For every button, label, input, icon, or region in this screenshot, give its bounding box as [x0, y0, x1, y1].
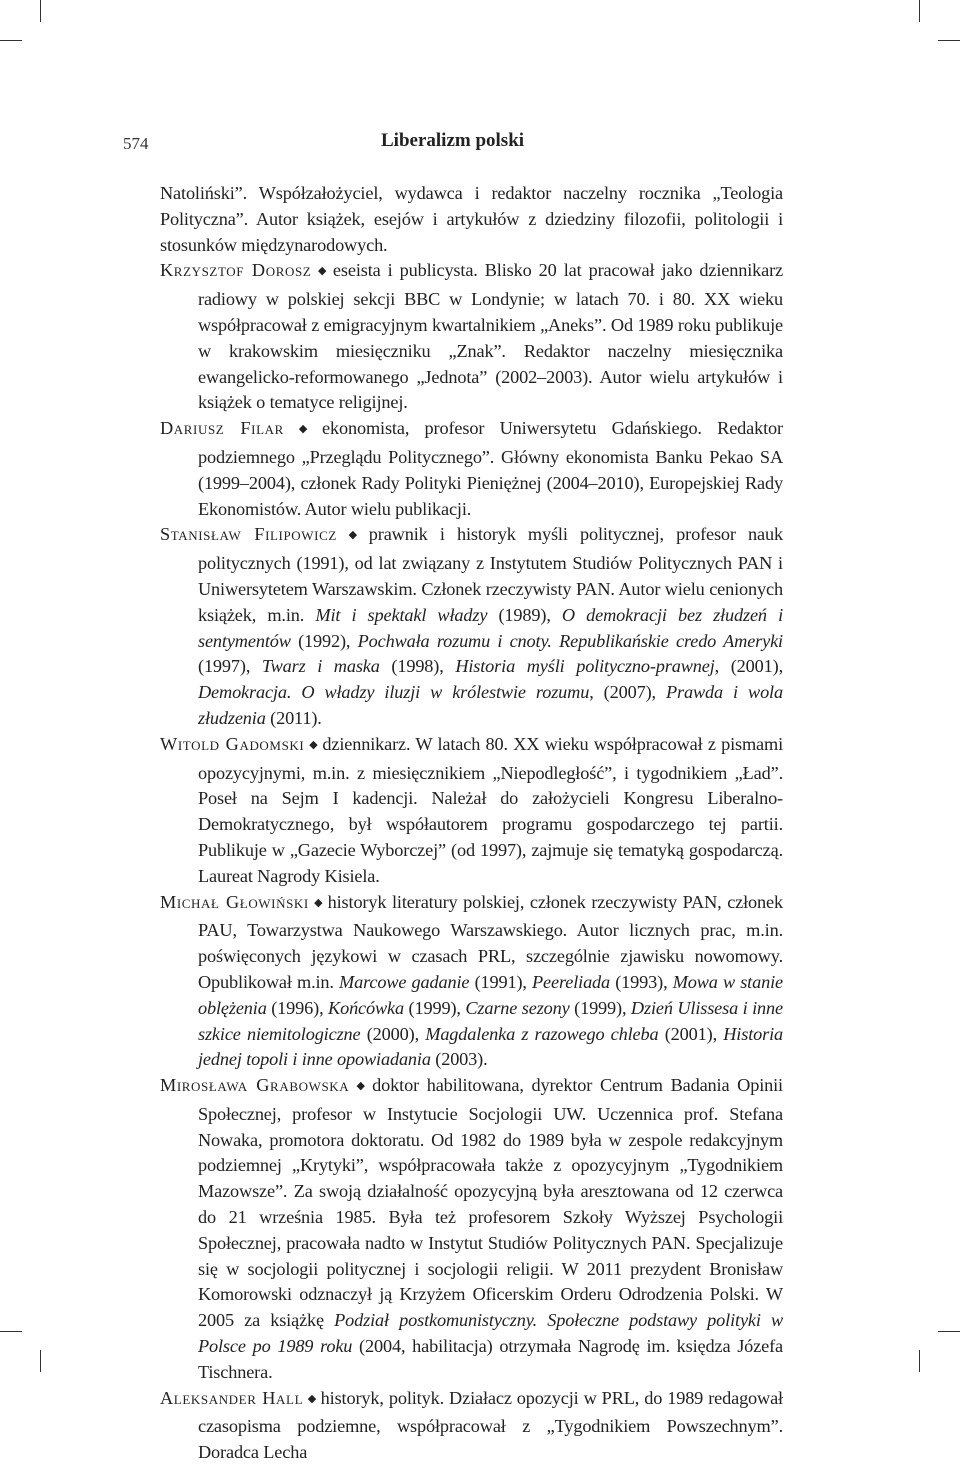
book-title: Mowa w stanie oblężenia [198, 971, 783, 1018]
entry-text: (1991), [469, 971, 533, 992]
book-title: Magdalenka z razowego chleba [425, 1023, 659, 1044]
diamond-icon: ◆ [287, 423, 319, 436]
crop-mark-bottom-right-vertical [919, 1350, 920, 1372]
book-title: Prawda i wola złudzenia [198, 682, 783, 728]
entry-text: , (2001), [714, 656, 783, 677]
entry-glowinski [160, 890, 783, 1074]
book-title: Marcowe gadanie [339, 971, 470, 992]
entry-text: (1999), [569, 997, 631, 1018]
entry-name: Stanisław Filipowicz [160, 524, 337, 545]
book-title: Demokracja. O władzy iluzji w królestwie rozumu [198, 682, 590, 703]
entry-text: prawnik i historyk myśli politycznej, profesor nauk politycznych (1991), od lat związany z Instytutem Studiów Politycznych PAN i Uniwersytetem Warszawskim. Członek rzeczywisty PAN. Autor wielu cenionych książek, m.in. [198, 524, 783, 625]
entry-text: eseista i publicysta. Blisko 20 lat pracował jako dziennikarz radiowy w polskiej sekcji BBC w Londynie; w latach 70. i 80. XX wieku współpracował z emigracyjnym kwartalnikiem „Aneks”. Od 1989 roku publikuje w krakowskim miesięczniku „Znak”. Redaktor naczelny miesięcznika ewangelicko-reformowanego „Jednota” (2002–2003). Autor wielu artykułów i książek o tematyce religijnej. [198, 260, 783, 413]
entry-text: historyk, polityk. Działacz opozycji w PRL, do 1989 redagował czasopisma podziemne, współpracował z „Tygodnikiem Powszechnym”. Doradca Lecha [198, 1387, 783, 1463]
entry-text: (1993), [610, 971, 673, 992]
entry-name: Mirosława Grabowska [160, 1075, 350, 1096]
entry-name: Witold Gadomski [160, 733, 305, 754]
diamond-icon: ◆ [307, 1392, 317, 1405]
entry-name: Krzysztof Dorosz [160, 260, 312, 281]
diamond-icon: ◆ [340, 529, 365, 542]
book-title: Czarne sezony [465, 997, 570, 1018]
crop-mark-top-right-horizontal [938, 40, 960, 41]
entry-name: Dariusz Filar [160, 418, 284, 439]
entry-text: , (2007), [589, 682, 666, 703]
book-title: Podział postkomunistyczny. Społeczne podstawy polityki w Polsce po 1989 roku [198, 1310, 784, 1357]
book-title: O demokracji bez złudzeń i sentymentów [198, 604, 783, 651]
book-title: Końcówka [328, 997, 405, 1018]
entry-text: (1999), [404, 997, 466, 1018]
entry-text: doktor habilitowana, dyrektor Centrum Badania Opinii Społecznej, profesor w Instytucie Socjologii UW. Uczennica prof. Stefana Nowaka, promotora doktoratu. Od 1982 do 1989 była w zespole redakcyjnym podziemnej „Krytyki”, współpracowała także z opozycyjnym „Tygodnikiem Mazowsze”. Za swoją działalność opozycyjną była aresztowana od 12 czerwca do 21 września 1985. Była też profesorem Szkoły Wyższej Psychologii Społecznej, pracowała nadto w Instytut Studiów Politycznych PAN. Specjalizuje się w socjologii politycznej i socjologii religii. W 2011 prezydent Bronisław Komorowski odznaczył ją Krzyżem Oficerskim Orderu Odrodzenia Polski. W 2005 za książkę [198, 1075, 783, 1331]
entry-continuation [160, 181, 783, 258]
entry-text: (1998), [379, 656, 456, 677]
entry-text: (2001), [658, 1023, 724, 1044]
crop-mark-bottom-left-vertical [40, 1350, 41, 1372]
crop-mark-top-left-vertical [40, 0, 41, 22]
entry-text: ekonomista, profesor Uniwersytetu Gdańskiego. Redaktor podziemnego „Przeglądu Politycznego”. Główny ekonomista Banku Pekao SA (1999–2004), członek Rady Polityki Pieniężnej (2004–2010), Europejskiej Rady Ekonomistów. Autor wielu publikacji. [198, 418, 783, 519]
diamond-icon: ◆ [353, 1080, 369, 1093]
entry-text: dziennikarz. W latach 80. XX wieku współpracował z pismami opozycyjnymi, m.in. z miesięcznikiem „Niepodległość”, i tygodnikiem „Ład”. Poseł na Sejm I kadencji. Należał do założycieli Kongresu Liberalno-Demokratycznego, był współautorem programu gospodarczego tej partii. Publikuje w „Gazecie Wyborczej” (od 1997), zajmuje się tematyką gospodarczą. Laureat Nagrody Kisiela. [198, 733, 783, 886]
book-title: Historia myśli polityczno-prawnej [455, 656, 715, 677]
entry-text: (2003). [430, 1049, 488, 1070]
page-number: 574 [123, 134, 149, 153]
entry-text: (1996), [266, 997, 329, 1018]
biographical-notes [160, 181, 783, 1466]
entry-text: (2011). [265, 707, 322, 728]
diamond-icon: ◆ [315, 265, 329, 278]
book-title: Peereliada [532, 971, 611, 992]
entry-text: (1997), [198, 656, 262, 677]
entry-text: historyk literatury polskiej, członek rzeczywisty PAN, członek PAU, Towarzystwa Naukowego Warszawskiego. Autor licznych prac, m.in. poświęconych językowi w czasach PRL, szczególnie zjawisku nowomowy. Opublikował m.in. [198, 891, 783, 992]
book-title: Pochwała rozumu i cnoty. Republikańskie credo Ameryki [357, 630, 783, 651]
entry-grabowska [160, 1073, 783, 1386]
diamond-icon: ◆ [312, 896, 324, 909]
entry-text: (1989), [487, 604, 562, 625]
diamond-icon: ◆ [308, 738, 319, 751]
running-head: Liberalizm polski [381, 130, 525, 151]
book-title: Twarz i maska [261, 656, 380, 677]
entry-gadomski [160, 732, 783, 890]
entry-text: Natoliński”. Współzałożyciel, wydawca i redaktor naczelny rocznika „Teologia Polityczna”. Autor książek, esejów i artykułów z dziedziny filozofii, politologii i stosunków międzynarodowych. [160, 183, 783, 255]
entry-filipowicz [160, 522, 783, 731]
crop-mark-bottom-right-horizontal [938, 1331, 960, 1332]
crop-mark-bottom-left-horizontal [0, 1331, 22, 1332]
entry-text: (2004, habilitacja) otrzymała Nagrodę im. księdza Józefa Tischnera. [198, 1336, 783, 1382]
entry-dorosz [160, 258, 783, 416]
crop-mark-top-left-horizontal [0, 40, 22, 41]
entry-name: Michał Głowiński [160, 891, 309, 912]
entry-filar [160, 416, 783, 522]
crop-mark-top-right-vertical [919, 0, 920, 22]
entry-name: Aleksander Hall [160, 1387, 304, 1408]
book-title: Dzień Ulissesa i inne szkice niemitologiczne [198, 997, 783, 1044]
entry-hall [160, 1386, 783, 1466]
entry-text: (2000), [360, 1023, 426, 1044]
entry-text: (1992), [290, 630, 358, 651]
book-title: Historia jednej topoli i inne opowiadania [198, 1023, 783, 1070]
book-title: Mit i spektakl władzy [315, 604, 488, 625]
page-header [123, 130, 783, 160]
